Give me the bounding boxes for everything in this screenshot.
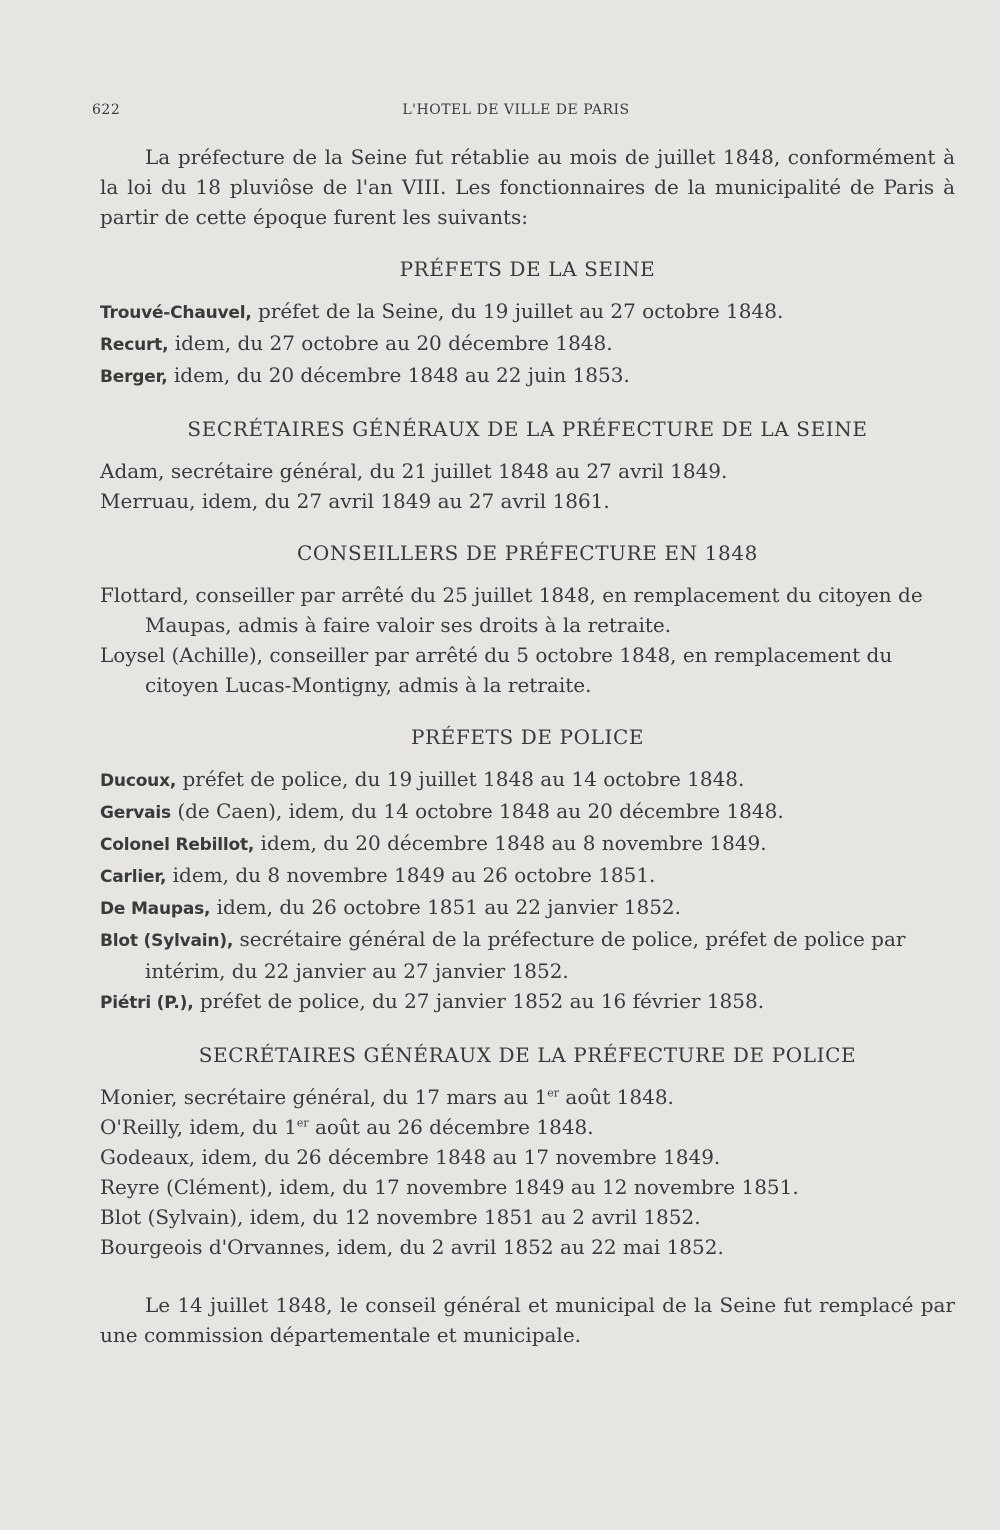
list-item [100,986,955,1018]
running-title: L'HOTEL DE VILLE DE PARIS [402,102,630,118]
section-heading: PRÉFETS DE LA SEINE [399,257,656,281]
list-item: Loysel (Achille), conseiller par arrêté du 5 octobre 1848, en remplacement du citoyen Lucas-Montigny, admis à la retraite. [100,643,893,697]
running-header [92,102,900,126]
entry-text: préfet de police, du 19 juillet 1848 au 14 octobre 1848. [176,767,745,791]
list-item [100,1082,955,1112]
section-heading: SECRÉTAIRES GÉNÉRAUX DE LA PRÉFECTURE DE LA SEINE [187,417,868,441]
person-name: De Maupas, [100,899,211,919]
list-item [100,1142,955,1172]
list-item [100,796,955,828]
entry-text: préfet de la Seine, du 19 juillet au 27 octobre 1848. [251,299,784,323]
closing-paragraph: Le 14 juillet 1848, le conseil général et municipal de la Seine fut remplacé par une commission départementale et municipale. [100,1293,955,1347]
entry-text: secrétaire général de la préfecture de police, préfet de police par intérim, du 22 janvier au 27 janvier 1852. [145,927,906,983]
entry-text: Monier, secrétaire général, du 17 mars au 1 [100,1085,548,1109]
page-body [100,142,955,1350]
person-name: Piétri (P.), [100,993,194,1013]
list-item [100,892,955,924]
list-item [100,328,955,360]
section-heading: SECRÉTAIRES GÉNÉRAUX DE LA PRÉFECTURE DE POLICE [198,1043,857,1067]
entry-text: (de Caen), idem, du 14 octobre 1848 au 20 décembre 1848. [170,799,784,823]
entry-text: idem, du 27 octobre au 20 décembre 1848. [168,331,613,355]
section-secretaires-seine [100,414,955,516]
entry-text: Bourgeois d'Orvannes, idem, du 2 avril 1852 au 22 mai 1852. [100,1235,724,1259]
list-item: Merruau, idem, du 27 avril 1849 au 27 avril 1861. [100,489,610,513]
list-item: Flottard, conseiller par arrêté du 25 juillet 1848, en remplacement du citoyen de Maupas, admis à faire valoir ses droits à la retraite. [100,583,923,637]
section-heading: PRÉFETS DE POLICE [410,725,645,749]
entry-text: idem, du 8 novembre 1849 au 26 octobre 1851. [166,863,656,887]
list-item [100,860,955,892]
section-conseillers [100,538,955,700]
entry-text: idem, du 26 octobre 1851 au 22 janvier 1852. [210,895,682,919]
list-item [100,296,955,328]
list-item [100,1202,955,1232]
entry-text: O'Reilly, idem, du 1 [100,1115,297,1139]
page-number: 622 [92,102,121,118]
list-item [100,924,955,986]
list-item [100,1172,955,1202]
person-name: Carlier, [100,867,167,887]
person-name: Gervais [100,803,171,823]
person-name: Ducoux, [100,771,177,791]
list-item [100,828,955,860]
entry-text: Blot (Sylvain), idem, du 12 novembre 1851 au 2 avril 1852. [100,1205,701,1229]
entry-text: préfet de police, du 27 janvier 1852 au 16 février 1858. [193,989,765,1013]
list-item [100,764,955,796]
list-item [100,360,955,392]
person-name: Trouvé-Chauvel, [100,303,252,323]
person-name: Colonel Rebillot, [100,835,255,855]
section-heading: CONSEILLERS DE PRÉFECTURE EN 1848 [297,541,758,565]
list-item [100,1232,955,1262]
section-prefets-seine [100,254,955,392]
person-name: Blot (Sylvain), [100,931,234,951]
ordinal-superscript: er [296,1116,309,1130]
person-name: Recurt, [100,335,169,355]
closing-block [100,1290,955,1350]
list-item: Adam, secrétaire général, du 21 juillet 1848 au 27 avril 1849. [100,459,728,483]
entry-text: Godeaux, idem, du 26 décembre 1848 au 17 novembre 1849. [100,1145,721,1169]
entry-text: Reyre (Clément), idem, du 17 novembre 1849 au 12 novembre 1851. [100,1175,799,1199]
section-prefets-police [100,722,955,1018]
list-item [100,1112,955,1142]
entry-text: idem, du 20 décembre 1848 au 22 juin 1853. [167,363,630,387]
person-name: Berger, [100,367,168,387]
entry-text: idem, du 20 décembre 1848 au 8 novembre 1849. [254,831,767,855]
section-secretaires-police [100,1040,955,1262]
entry-text: août au 26 décembre 1848. [308,1115,594,1139]
entry-text: août 1848. [559,1085,674,1109]
intro-paragraph: La préfecture de la Seine fut rétablie au mois de juillet 1848, conformément à la loi du 18 pluviôse de l'an VIII. Les fonctionnaires de la municipalité de Paris à partir de cette époque furent les suivants: [100,145,955,229]
ordinal-superscript: er [547,1086,560,1100]
